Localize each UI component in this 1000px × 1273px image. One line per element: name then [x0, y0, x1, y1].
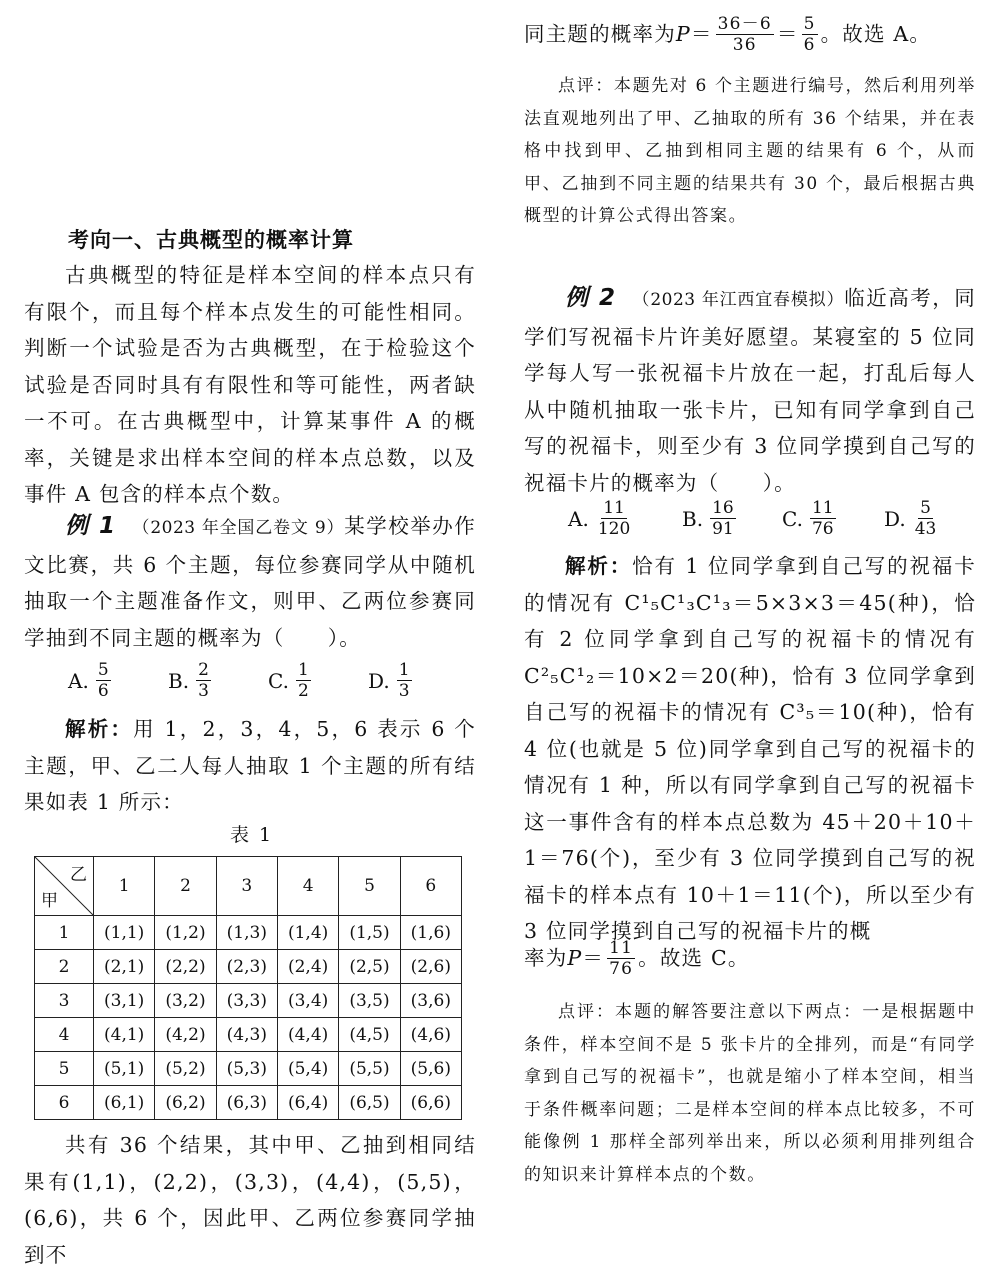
corner-col-label: 乙: [70, 865, 87, 885]
col-header: 2: [155, 857, 216, 916]
row-header: 3: [35, 984, 94, 1018]
table-cell: (3,6): [400, 984, 461, 1018]
numerator: 1: [297, 660, 309, 680]
analysis-part-1: 恰有 1 位同学拿到自己写的祝福卡的情况有: [524, 554, 976, 615]
example1-option-b: [168, 660, 214, 701]
analysis-text: 用 1，2，3，4，5，6 表示 6 个主题，甲、乙二人每人抽取 1 个主题的所有结果如表 1 所示：: [24, 717, 476, 814]
example2-option-d: [884, 498, 941, 539]
denominator: 6: [803, 35, 816, 55]
example1-source: （2023 年全国乙卷文 9）: [132, 518, 345, 538]
table-cell: (4,3): [216, 1018, 277, 1052]
table-cell: (2,4): [277, 950, 338, 984]
table-cell: (6,6): [400, 1086, 461, 1120]
numerator: 2: [198, 660, 209, 680]
col-header: 5: [339, 857, 400, 916]
conclusion-fraction-2: [802, 14, 818, 55]
probability-symbol: P: [675, 22, 691, 47]
section-heading: 考向一、古典概型的概率计算: [68, 228, 354, 252]
conclusion-prefix: 同主题的概率为: [524, 22, 676, 47]
option-fraction: [810, 498, 836, 539]
example2-question: [524, 280, 976, 501]
option-fraction: [296, 660, 311, 701]
numerator: 11: [603, 498, 625, 518]
equals-sign: ＝: [776, 22, 799, 47]
col-header: 6: [400, 857, 461, 916]
example1-question: [24, 508, 476, 656]
table-cell: (1,6): [400, 916, 461, 950]
table-cell: (3,4): [277, 984, 338, 1018]
col-header: 3: [216, 857, 277, 916]
equals-sign: ＝: [690, 22, 713, 47]
numerator: 36－6: [717, 14, 772, 34]
numerator: 16: [712, 498, 734, 518]
option-fraction: [596, 498, 632, 539]
numerator: 11: [811, 498, 834, 518]
table-cell: (2,6): [400, 950, 461, 984]
example2-source: （2023 年江西宜春模拟）: [632, 290, 845, 310]
table-cell: (1,5): [339, 916, 400, 950]
denominator: 76: [609, 959, 634, 979]
formula-2: C²₅C¹₂＝10×2＝20(种): [524, 663, 771, 688]
table-cell: (6,5): [339, 1086, 400, 1120]
final-fraction: [607, 938, 635, 979]
table-cell: (4,6): [400, 1018, 461, 1052]
option-letter: D.: [884, 506, 906, 531]
table-cell: (6,4): [277, 1086, 338, 1120]
numerator: 5: [97, 660, 109, 680]
table-cell: (4,5): [339, 1018, 400, 1052]
table-cell: (6,3): [216, 1086, 277, 1120]
table-cell: (2,3): [216, 950, 277, 984]
table-row: [35, 1086, 462, 1120]
conclusion-suffix: 。故选 A。: [820, 22, 932, 47]
final-suffix: 。故选 C。: [638, 946, 750, 971]
denominator: 91: [712, 519, 734, 539]
example1-label: 例 1: [65, 513, 117, 539]
example2-analysis: [524, 548, 976, 950]
example1-analysis: [24, 711, 476, 821]
row-header: 1: [35, 916, 94, 950]
option-letter: C.: [782, 506, 803, 531]
denominator: 3: [198, 681, 209, 701]
conclusion-fraction-1: [716, 14, 774, 55]
table-cell: (5,2): [155, 1052, 216, 1086]
table-row: [35, 950, 462, 984]
final-prefix: 率为: [524, 946, 568, 971]
denominator: 6: [97, 681, 109, 701]
table-cell: (6,2): [155, 1086, 216, 1120]
example2-option-b: [682, 498, 739, 539]
example1-after-table: 共有 36 个结果，其中甲、乙抽到相同结果有(1,1)，(2,2)，(3,3)，(4,4)，(5,5)，(6,6)，共 6 个，因此甲、乙两位参赛同学抽到不: [24, 1133, 476, 1267]
option-fraction: [913, 498, 939, 539]
numerator: 5: [803, 14, 816, 34]
row-header: 6: [35, 1086, 94, 1120]
denominator: 3: [398, 681, 410, 701]
table-cell: (5,6): [400, 1052, 461, 1086]
probability-symbol: P: [567, 946, 583, 971]
outcome-table: [34, 856, 462, 1120]
table-cell: (6,1): [94, 1086, 155, 1120]
table-cell: (5,3): [216, 1052, 277, 1086]
table-cell: (2,1): [94, 950, 155, 984]
option-fraction: [196, 660, 211, 701]
analysis-part-2: ，恰有 2 位同学拿到自己写的祝福卡的情况有: [524, 590, 976, 651]
denominator: 120: [597, 519, 631, 539]
example1-option-c: [268, 660, 314, 701]
example2-label: 例 2: [565, 285, 617, 311]
table-corner: [35, 857, 94, 916]
option-letter: B.: [682, 506, 704, 531]
option-letter: B.: [168, 668, 190, 693]
example2-conclusion: [524, 938, 976, 979]
denominator: 2: [297, 681, 309, 701]
table-cell: (5,4): [277, 1052, 338, 1086]
table-cell: (3,5): [339, 984, 400, 1018]
example2-option-c: [782, 498, 839, 539]
table-cell: (1,2): [155, 916, 216, 950]
row-header: 5: [35, 1052, 94, 1086]
example1-option-a: [68, 660, 114, 701]
equals-sign: ＝: [582, 946, 605, 971]
example1-option-d: [368, 660, 415, 701]
table-cell: (5,5): [339, 1052, 400, 1086]
option-fraction: [96, 660, 111, 701]
option-fraction: [710, 498, 736, 539]
option-letter: A.: [68, 668, 89, 693]
option-letter: D.: [368, 668, 390, 693]
denominator: 36: [732, 35, 757, 55]
example1-conclusion: [524, 14, 976, 55]
table-cell: (3,1): [94, 984, 155, 1018]
col-header: 1: [94, 857, 155, 916]
table-cell: (3,3): [216, 984, 277, 1018]
formula-3: C³₅＝10(种): [779, 700, 909, 724]
table-cell: (2,2): [155, 950, 216, 984]
denominator: 43: [914, 519, 937, 539]
numerator: 5: [920, 498, 931, 518]
table-cell: (5,1): [94, 1052, 155, 1086]
analysis-part-3: ，恰有 3 位同学拿到自己写的祝福卡的情况有: [524, 663, 977, 724]
analysis-part-4: ，恰有 4 位(也就是 5 位)同学拿到自己写的祝福卡的情况有 1 种，所以有同学拿到自己写的祝福卡这一事件含有的样本点总数为 45＋20＋10＋1＝76(个)，至少有 3 位同学摸到自己写的祝福卡的样本点有 10＋1＝11(个)，所以至少有 3 位同学摸到自己写的祝福卡片的概: [524, 700, 976, 943]
option-letter: C.: [268, 668, 289, 693]
table-row: [35, 984, 462, 1018]
example2-question-text: 临近高考，同学们写祝福卡片许美好愿望。某寝室的 5 位同学每人写一张祝福卡片放在一起，打乱后每人从中随机抽取一张卡片，已知有同学拿到自己写的祝福卡，则至少有 3 位同学摸到自己写的祝福卡片的概率为（ ）。: [524, 286, 976, 495]
analysis-label: 解析：: [565, 554, 633, 578]
table-row: [35, 916, 462, 950]
formula-1: C¹₅C¹₃C¹₃＝5×3×3＝45(种): [624, 590, 931, 615]
option-letter: A.: [568, 506, 589, 531]
row-header: 2: [35, 950, 94, 984]
numerator: 11: [609, 938, 634, 958]
example2-option-a: [568, 498, 635, 539]
table-cell: (3,2): [155, 984, 216, 1018]
table-cell: (1,4): [277, 916, 338, 950]
table-cell: (2,5): [339, 950, 400, 984]
table-row: [35, 1052, 462, 1086]
denominator: 76: [811, 519, 834, 539]
table-row: [35, 1018, 462, 1052]
table-cell: (1,1): [94, 916, 155, 950]
table-cell: (4,4): [277, 1018, 338, 1052]
col-header: 4: [277, 857, 338, 916]
analysis-label: 解析：: [65, 717, 134, 741]
table-cell: (4,2): [155, 1018, 216, 1052]
corner-row-label: 甲: [41, 891, 58, 911]
comment-1: 点评：本题先对 6 个主题进行编号，然后利用列举法直观地列出了甲、乙抽取的所有 36 个结果，并在表格中找到甲、乙抽到相同主题的结果有 6 个，从而甲、乙抽到不同主题的结果共有 30 个，最后根据古典概型的计算公式得出答案。: [524, 76, 976, 226]
example1-question-text: 某学校举办作文比赛，共 6 个主题，每位参赛同学从中随机抽取一个主题准备作文，则甲、乙两位参赛同学抽到不同主题的概率为（ ）。: [24, 514, 477, 650]
numerator: 1: [398, 660, 410, 680]
comment-2: 点评：本题的解答要注意以下两点：一是根据题中条件，样本空间不是 5 张卡片的全排列，而是“有同学拿到自己写的祝福卡”，也就是缩小了样本空间，相当于条件概率问题；二是样本空间的样本点比较多，不可能像例 1 那样全部列举出来，所以必须利用排列组合的知识来计算样本点的个数。: [524, 1002, 976, 1185]
option-fraction: [397, 660, 412, 701]
table-caption: 表 1: [230, 824, 274, 846]
row-header: 4: [35, 1018, 94, 1052]
intro-paragraph: 古典概型的特征是样本空间的样本点只有有限个，而且每个样本点发生的可能性相同。判断一个试验是否为古典概型，在于检验这个试验是否同时具有有限性和等可能性，两者缺一不可。在古典概型中，计算某事件 A 的概率，关键是求出样本空间的样本点总数，以及事件 A 包含的样本点个数。: [24, 263, 476, 506]
table-cell: (1,3): [216, 916, 277, 950]
table-cell: (4,1): [94, 1018, 155, 1052]
